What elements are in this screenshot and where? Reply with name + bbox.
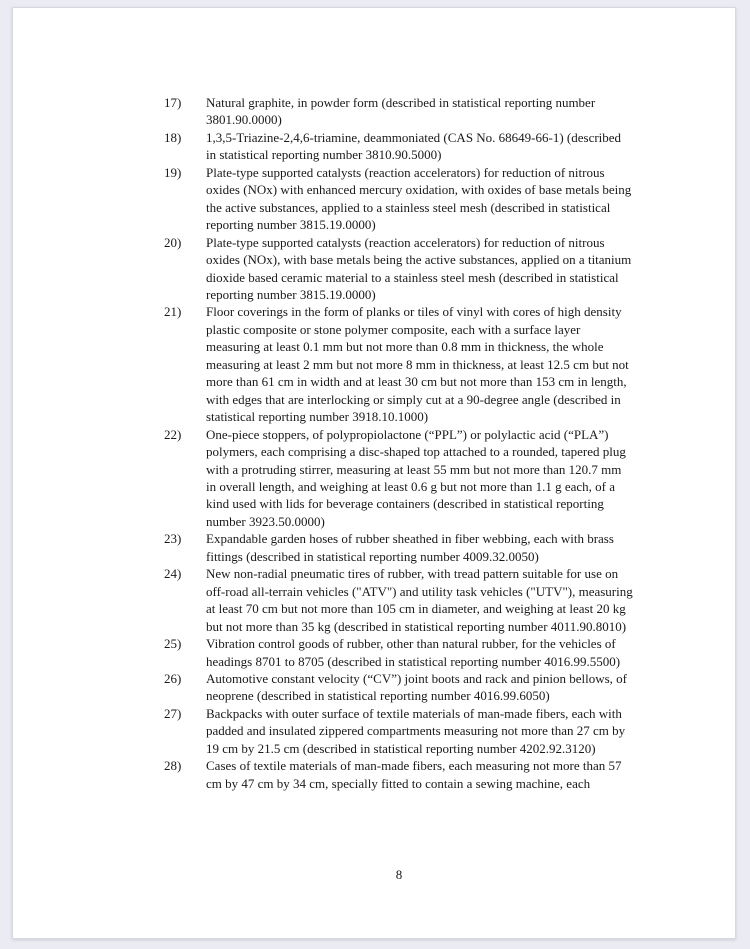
item-text: Backpacks with outer surface of textile materials of man-made fibers, each with padded and insulated zippered compartments measuring not more than 27 cm by 19 cm by 21.5 cm (described in statistical reporting number 4202.92.3120) [206,705,626,756]
item-number: 21) [164,304,182,320]
item-text: Expandable garden hoses of rubber sheathed in fiber webbing, each with brass fittings (described in statistical reporting number 4009.32.0050) [206,531,614,564]
list-item [164,426,634,531]
list-item [164,705,634,757]
item-text: Cases of textile materials of man-made fibers, each measuring not more than 57 cm by 47 cm by 34 cm, specially fitted to contain a sewing machine, each [206,758,622,791]
item-text: Floor coverings in the form of planks or tiles of vinyl with cores of high density plastic composite or stone polymer composite, each with a surface layer measuring at least 0.1 mm but not more than 0.8 mm in thickness, the whole measuring at least 2 mm but not more 8 mm in thickness, at least 12.5 cm but not more than 61 cm in width and at least 30 cm but not more than 153 cm in length, with edges that are interlocking or simply cut at a 90-degree angle (described in statistical reporting number 3918.10.1000) [206,304,629,425]
item-number: 20) [164,234,182,250]
item-text: Plate-type supported catalysts (reaction accelerators) for reduction of nitrous oxides (NOx), with base metals being the active substances, applied on a titanium dioxide based ceramic material to a stainless steel mesh (described in statistical reporting number 3815.19.0000) [206,234,632,302]
page-number: 8 [395,867,403,882]
item-number: 23) [164,531,182,547]
item-number: 26) [164,670,182,686]
list-item [164,565,634,635]
item-text: Natural graphite, in powder form (described in statistical reporting number 3801.90.0000) [206,95,596,128]
numbered-item-list [164,94,634,792]
list-item [164,94,634,129]
item-number: 22) [164,426,182,442]
item-number: 19) [164,164,182,180]
item-text: Plate-type supported catalysts (reaction accelerators) for reduction of nitrous oxides (NOx) with enhanced mercury oxidation, with oxides of base metals being the active substances, applied to a stainless steel mesh (described in statistical reporting number 3815.19.0000) [206,164,632,233]
item-text: One-piece stoppers, of polypropiolactone (“PPL”) or polylactic acid (“PLA”) polymers, each comprising a disc-shaped top attached to a rounded, tapered plug with a protruding stirrer, measuring at least 55 mm but not more than 120.7 mm in overall length, and weighing at least 0.6 g but not more than 1.1 g each, of a kind used with lids for beverage containers (described in statistical reporting number 3923.50.0000) [206,426,626,529]
item-number: 25) [164,636,182,652]
item-number: 24) [164,566,182,582]
item-number: 28) [164,758,182,774]
item-number: 18) [164,129,182,145]
list-item [164,670,634,705]
item-text: Automotive constant velocity (“CV”) joint boots and rack and pinion bellows, of neoprene (described in statistical reporting number 4016.99.6050) [206,670,627,704]
list-item [164,234,634,304]
list-item [164,530,634,565]
list-item [164,757,634,792]
item-number: 27) [164,705,182,721]
list-item [164,129,634,164]
item-text: New non-radial pneumatic tires of rubber, with tread pattern suitable for use on off-road all-terrain vehicles ("ATV") and utility task vehicles ("UTV"), measuring at least 70 cm but not more than 105 cm in diameter, and weighing at least 20 kg but not more than 35 kg (described in statistical reporting number 4011.90.8010) [206,566,633,634]
list-item [164,164,634,234]
item-text: 1,3,5-Triazine-2,4,6-triamine, deammoniated (CAS No. 68649-66-1) (described in statistical reporting number 3810.90.5000) [206,129,622,163]
list-item [164,303,634,425]
list-item [164,635,634,670]
item-text: Vibration control goods of rubber, other than natural rubber, for the vehicles of headings 8701 to 8705 (described in statistical reporting number 4016.99.5500) [206,636,621,669]
item-number: 17) [164,95,182,110]
document-page [12,7,736,939]
